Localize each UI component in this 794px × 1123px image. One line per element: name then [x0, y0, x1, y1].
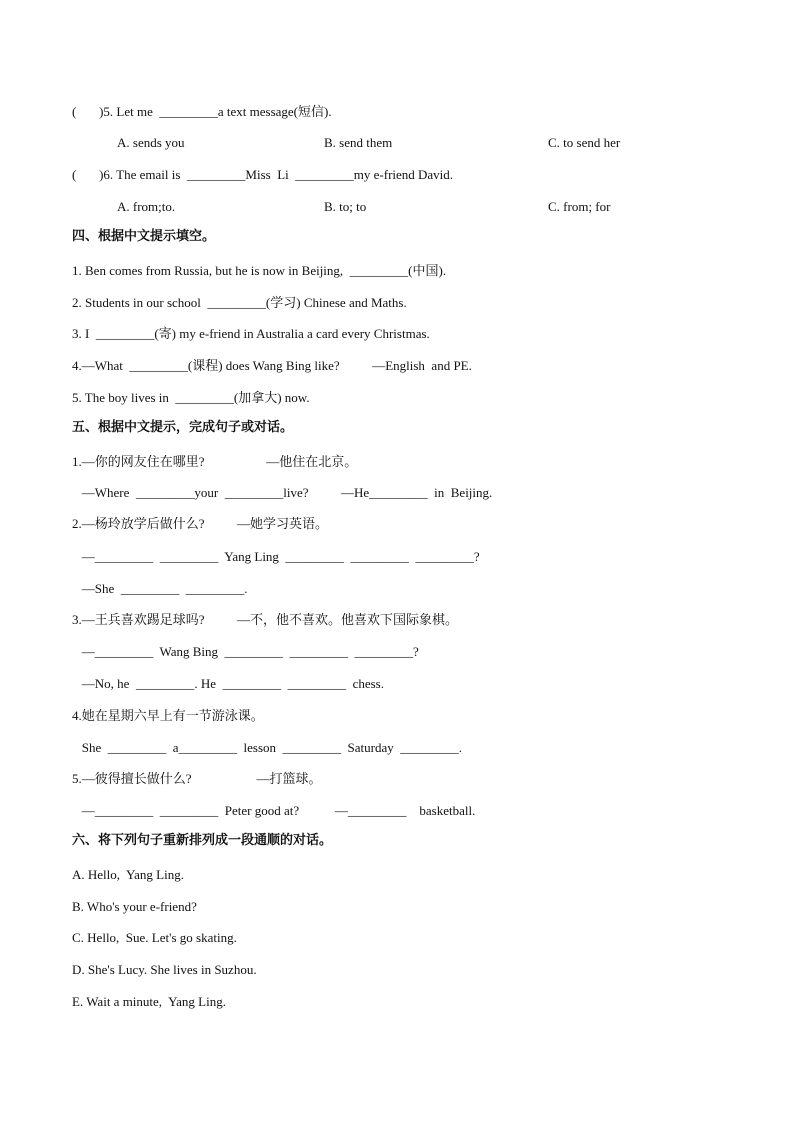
section-5-heading: 五、根据中文提示，完成句子或对话。: [72, 420, 294, 435]
section-4-item-5: 5. The boy lives in _________(加拿大) now.: [72, 390, 310, 405]
section-6-item-b: B. Who's your e-friend?: [72, 899, 197, 914]
q6-option-a: A. from;to.: [117, 199, 176, 214]
q5-option-c: C. to send her: [548, 135, 621, 150]
section-4-item-1: 1. Ben comes from Russia, but he is now in Beijing, _________(中国).: [72, 263, 447, 278]
section-5-line-1: 1.—你的网友住在哪里? —他住在北京。: [72, 454, 358, 469]
q6-option-b: B. to; to: [324, 199, 367, 214]
section-4-item-3: 3. I _________(寄) my e-friend in Australia a card every Christmas.: [72, 326, 430, 341]
section-5-line-9: 4.她在星期六早上有一节游泳课。: [72, 708, 264, 723]
section-6-item-c: C. Hello, Sue. Let's go skating.: [72, 930, 237, 945]
section-5-line-4: —_________ _________ Yang Ling _________ _________ _________?: [72, 549, 480, 564]
section-4-item-2: 2. Students in our school _________(学习) Chinese and Maths.: [72, 295, 407, 310]
question-6: ( )6. The email is _________Miss Li _________my e-friend David.: [72, 167, 454, 182]
q6-option-c: C. from; for: [548, 199, 611, 214]
section-5-line-2: —Where _________your _________live? —He_________ in Beijing.: [72, 485, 493, 500]
section-6-heading: 六、将下列句子重新排列成一段通顺的对话。: [72, 833, 333, 848]
q5-option-b: B. send them: [324, 135, 393, 150]
section-5-line-5: —She _________ _________.: [72, 581, 248, 596]
section-5-line-8: —No, he _________. He _________ _________ chess.: [72, 676, 384, 691]
section-5-line-11: 5.—彼得擅长做什么? —打篮球。: [72, 771, 322, 786]
section-6-item-d: D. She's Lucy. She lives in Suzhou.: [72, 962, 257, 977]
section-5-line-10: She _________ a_________ lesson _________ Saturday _________.: [72, 740, 462, 755]
section-5-line-3: 2.—杨玲放学后做什么? —她学习英语。: [72, 516, 329, 531]
section-5-line-7: —_________ Wang Bing _________ _________ _________?: [72, 644, 419, 659]
question-5: ( )5. Let me _________a text message(短信).: [72, 104, 332, 119]
q5-option-a: A. sends you: [117, 135, 185, 150]
section-4-item-4: 4.—What _________(课程) does Wang Bing like? —English and PE.: [72, 358, 472, 373]
section-5-line-12: —_________ _________ Peter good at? —_________ basketball.: [72, 803, 476, 818]
section-6-item-e: E. Wait a minute, Yang Ling.: [72, 994, 226, 1009]
section-5-line-6: 3.—王兵喜欢踢足球吗? —不，他不喜欢。他喜欢下国际象棋。: [72, 612, 459, 627]
section-6-item-a: A. Hello, Yang Ling.: [72, 867, 184, 882]
section-4-heading: 四、根据中文提示填空。: [72, 229, 216, 244]
